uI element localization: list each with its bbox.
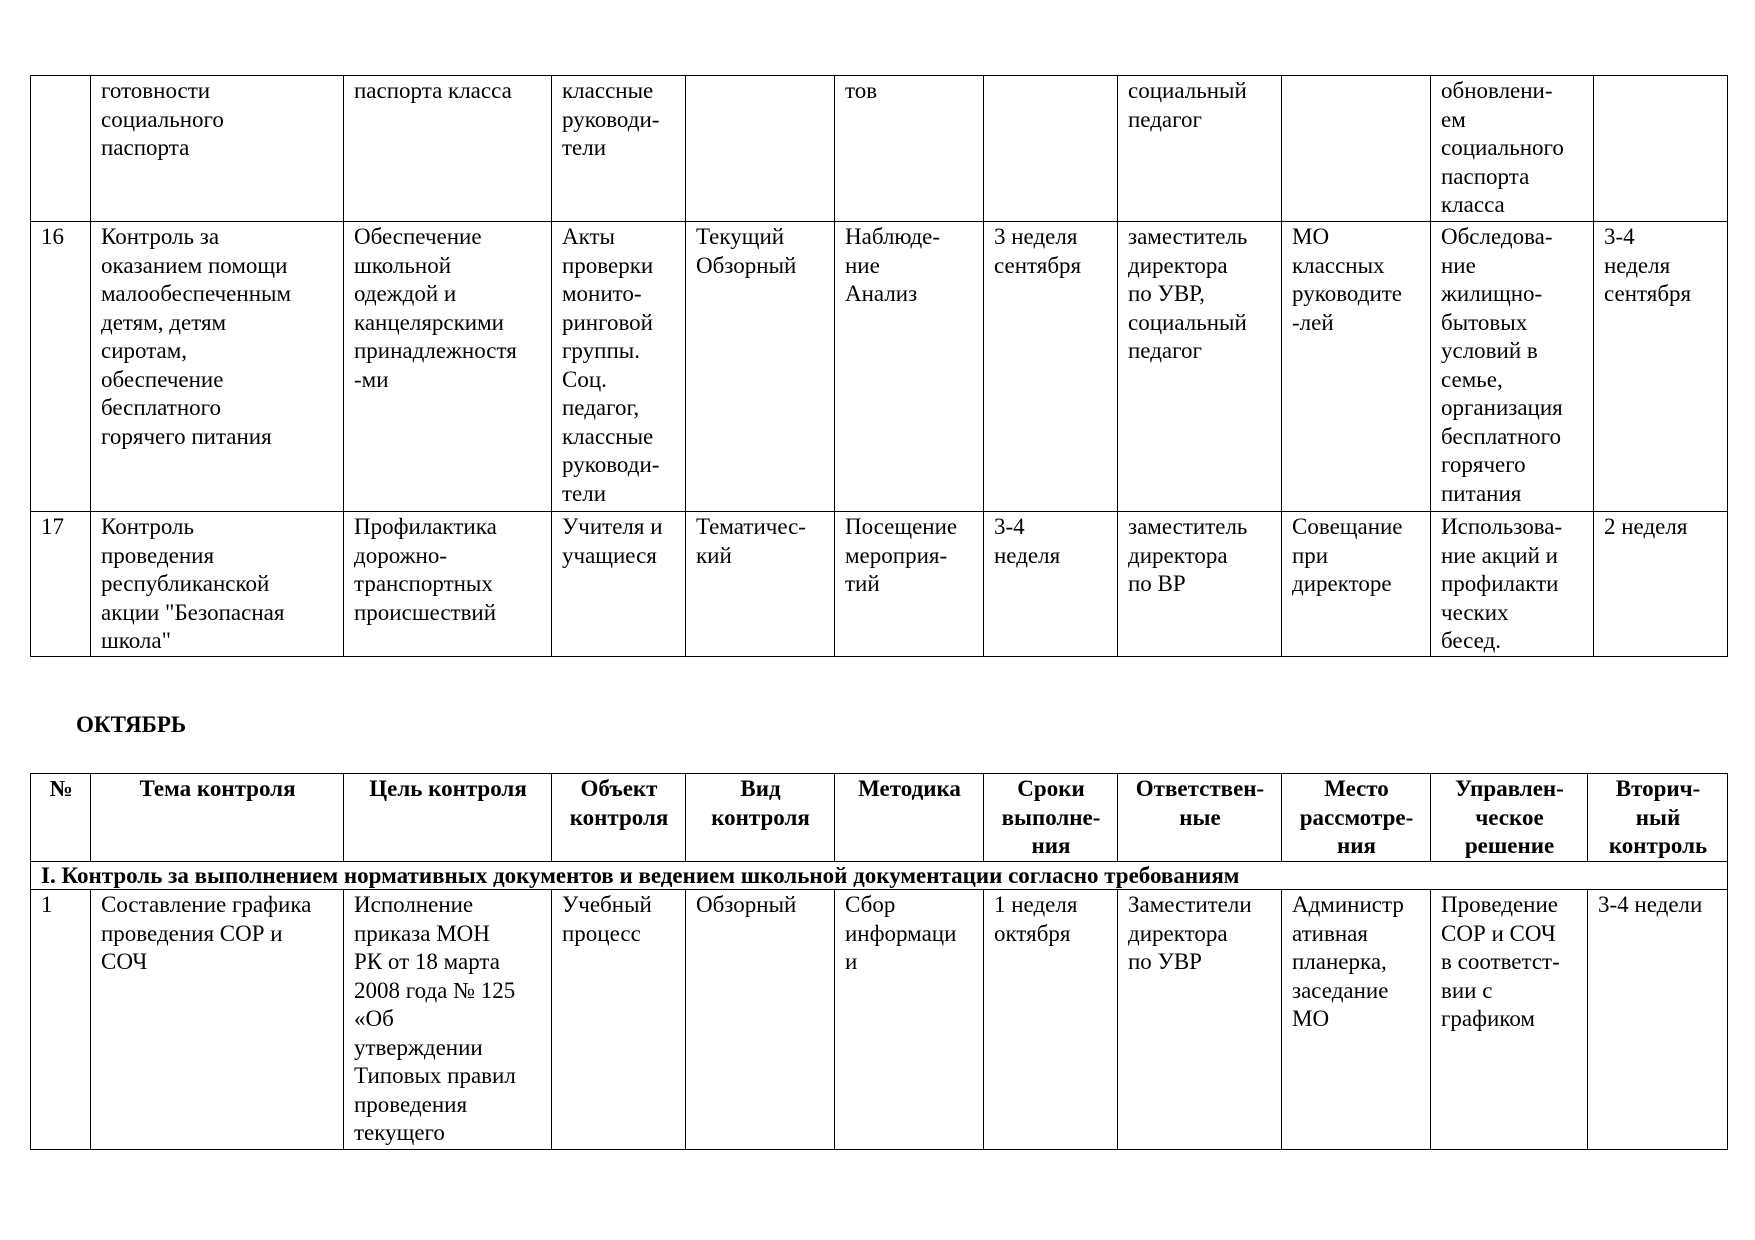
cell-object: Учителя и учащиеся — [552, 512, 686, 657]
cell-responsible: социальный педагог — [1118, 76, 1282, 222]
cell-deadline — [984, 76, 1118, 222]
cell-topic: Контроль проведения республиканской акции "Безопасная школа" — [91, 512, 344, 657]
cell-responsible: заместитель директора по ВР — [1118, 512, 1282, 657]
cell-place: МО классных руководите -лей — [1282, 222, 1431, 512]
cell-place: Совещание при директоре — [1282, 512, 1431, 657]
cell-topic: Составление графика проведения СОР и СОЧ — [91, 890, 344, 1150]
cell-type: Тематичес- кий — [686, 512, 835, 657]
cell-secondary: 2 неделя — [1594, 512, 1728, 657]
header-secondary: Вторич- ный контроль — [1588, 774, 1728, 862]
header-place: Место рассмотре- ния — [1282, 774, 1431, 862]
header-goal: Цель контроля — [344, 774, 552, 862]
cell-num: 1 — [31, 890, 91, 1150]
cell-num — [31, 76, 91, 222]
section-title: I. Контроль за выполнением нормативных документов и ведением школьной документации согласно требованиям — [31, 862, 1728, 890]
cell-decision: Обследова- ние жилищно- бытовых условий в семье, организация бесплатного горячего питания — [1431, 222, 1594, 512]
header-deadline: Сроки выполне- ния — [984, 774, 1118, 862]
cell-deadline: 3 неделя сентября — [984, 222, 1118, 512]
section-row — [31, 862, 1728, 890]
table-row — [31, 76, 1728, 222]
control-plan-table-october — [30, 773, 1728, 1150]
month-title: ОКТЯБРЬ — [76, 712, 187, 737]
cell-num: 17 — [31, 512, 91, 657]
cell-secondary — [1594, 76, 1728, 222]
cell-method: тов — [835, 76, 984, 222]
cell-place — [1282, 76, 1431, 222]
cell-method: Сбор информаци и — [835, 890, 984, 1150]
cell-decision: Проведение СОР и СОЧ в соответст- вии с графиком — [1431, 890, 1588, 1150]
cell-deadline: 1 неделя октября — [984, 890, 1118, 1150]
table-header-row — [31, 774, 1728, 862]
cell-type — [686, 76, 835, 222]
cell-object: классные руководи- тели — [552, 76, 686, 222]
cell-goal: Обеспечение школьной одеждой и канцелярскими принадлежностя -ми — [344, 222, 552, 512]
header-object: Объект контроля — [552, 774, 686, 862]
cell-secondary: 3-4 неделя сентября — [1594, 222, 1728, 512]
header-method: Методика — [835, 774, 984, 862]
cell-type: Текущий Обзорный — [686, 222, 835, 512]
cell-method: Наблюде- ние Анализ — [835, 222, 984, 512]
header-topic: Тема контроля — [91, 774, 344, 862]
header-num: № — [31, 774, 91, 862]
header-responsible: Ответствен- ные — [1118, 774, 1282, 862]
cell-deadline: 3-4 неделя — [984, 512, 1118, 657]
cell-decision: Использова- ние акций и профилакти ческих бесед. — [1431, 512, 1594, 657]
cell-num: 16 — [31, 222, 91, 512]
cell-method: Посещение мероприя- тий — [835, 512, 984, 657]
table-row — [31, 890, 1728, 1150]
cell-goal: паспорта класса — [344, 76, 552, 222]
cell-decision: обновлени- ем социального паспорта класса — [1431, 76, 1594, 222]
cell-goal: Профилактика дорожно- транспортных происшествий — [344, 512, 552, 657]
cell-topic: готовности социального паспорта — [91, 76, 344, 222]
header-decision: Управлен- ческое решение — [1431, 774, 1588, 862]
cell-goal: Исполнение приказа МОН РК от 18 марта 2008 года № 125 «Об утверждении Типовых правил проведения текущего — [344, 890, 552, 1150]
cell-object: Учебный процесс — [552, 890, 686, 1150]
control-plan-table-september — [30, 75, 1728, 657]
cell-place: Администр ативная планерка, заседание МО — [1282, 890, 1431, 1150]
cell-secondary: 3-4 недели — [1588, 890, 1728, 1150]
cell-topic: Контроль за оказанием помощи малообеспеченным детям, детям сиротам, обеспечение бесплатного горячего питания — [91, 222, 344, 512]
cell-responsible: заместитель директора по УВР, социальный педагог — [1118, 222, 1282, 512]
cell-object: Акты проверки монито- ринговой группы. Соц. педагог, классные руководи- тели — [552, 222, 686, 512]
table-row — [31, 222, 1728, 512]
cell-responsible: Заместители директора по УВР — [1118, 890, 1282, 1150]
table-row — [31, 512, 1728, 657]
header-type: Вид контроля — [686, 774, 835, 862]
cell-type: Обзорный — [686, 890, 835, 1150]
